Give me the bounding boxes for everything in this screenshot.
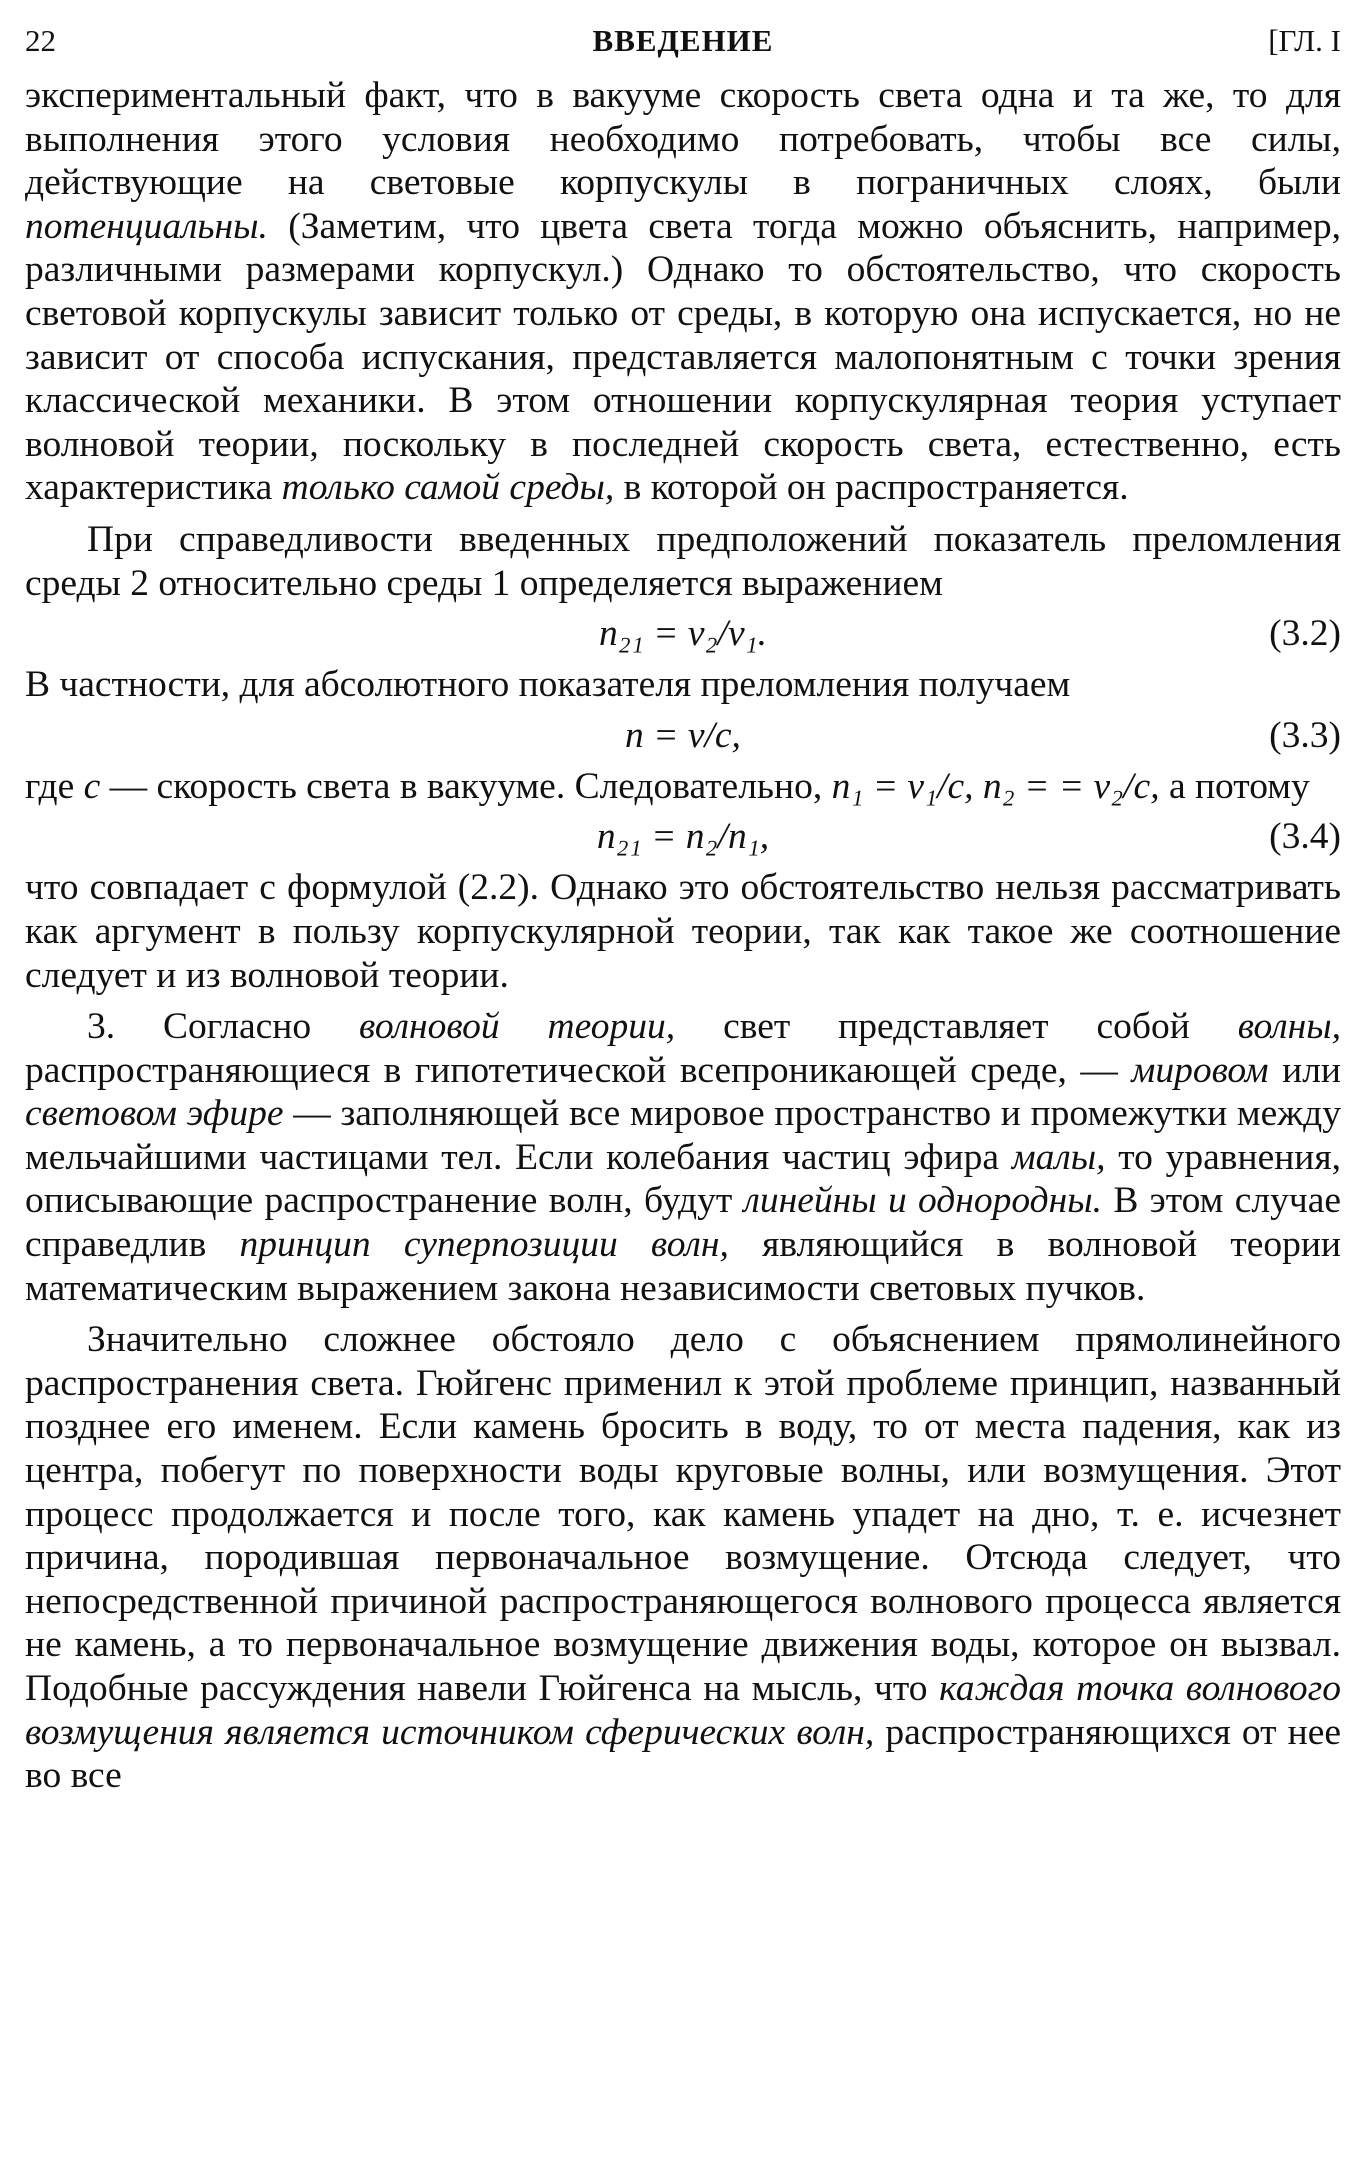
para1-text-1: экспериментальный факт, что в вакууме скорость света одна и та же, то для выполнения этого условия необходимо потребовать, чтобы все силы, действующие на световые корпускулы в пограничных слоях, были xyxy=(25,75,1341,204)
formula-3-4-number: (3.4) xyxy=(1269,816,1341,858)
section-title: ВВЕДЕНИЕ xyxy=(592,23,774,58)
formula-3-2-number: (3.2) xyxy=(1269,613,1341,655)
para6-italic-2: волны, xyxy=(1237,1006,1342,1048)
para6-text-1: 3. Согласно xyxy=(87,1006,360,1048)
para1-text-3: в которой он распространяется. xyxy=(614,467,1129,509)
paragraph-5: что совпадает с формулой (2.2). Однако это обстоятельство нельзя рассматривать как аргумент в пользу корпускулярной теории, так как такое же соотношение следует и из волновой теории. xyxy=(25,867,1341,996)
body-text xyxy=(25,74,1341,1798)
para4-text-1: где xyxy=(25,765,84,807)
para1-italic-1: потенциальны. xyxy=(25,205,268,247)
para7-text-1: Значительно сложнее обстояло дело с объяснением прямолинейного распространения света. Гюйгенс применил к этой проблеме принцип, названный позднее его именем. Если камень бросить в воду, то от места падения, как из центра, побегут по поверхности воды круговые волны, или возмущения. Этот процесс продолжается и после того, как камень упадет на дно, т. е. исчезнет причина, породившая первоначальное возмущение. Отсюда следует, что непосредственной причиной распространяющегося волнового процесса является не камень, а то первоначальное возмущение движения воды, которое он вызвал. Подобные рассуждения навели Гюйгенса на мысль, что xyxy=(25,1319,1341,1709)
para1-text-2: (Заметим, что цвета света тогда можно объяснить, например, различными размерами корпускул.) Однако то обстоятельство, что скорость световой корпускулы зависит только от среды, в которую она испускается, но не зависит от способа испускания, представляется малопонятным с точки зрения классической механики. В этом отношении корпускулярная теория уступает волновой теории, поскольку в последней скорость света, естественно, есть характеристика xyxy=(25,205,1341,509)
para6-italic-5: малы, xyxy=(1011,1136,1106,1178)
para6-text-2: свет представляет собой xyxy=(675,1006,1238,1048)
formula-3-4 xyxy=(25,814,1341,860)
para6-italic-7: принцип суперпозиции волн, xyxy=(239,1224,729,1266)
para6-italic-6: линейны и однородны. xyxy=(743,1180,1102,1222)
paragraph-6 xyxy=(25,1005,1341,1310)
para6-italic-4: световом эфире xyxy=(25,1093,284,1135)
paragraph-4 xyxy=(25,765,1341,809)
para4-text-2: — скорость света в вакууме. Следовательно, xyxy=(100,765,832,807)
paragraph-2: При справедливости введенных предположений показатель преломления среды 2 относительно среды 1 определяется выражением xyxy=(25,518,1341,604)
para4-italic-2: n₁ = v₁/c, n₂ = = v₂/c, xyxy=(831,765,1160,807)
para7-text-2: распространяющихся от нее во все xyxy=(25,1711,1341,1797)
page-number: 22 xyxy=(25,23,56,58)
formula-3-2-expression: n₂₁ = v₂/v₁. xyxy=(598,613,768,655)
formula-3-3 xyxy=(25,713,1341,759)
para4-text-3: а потому xyxy=(1159,765,1310,807)
para6-text-4: или xyxy=(1268,1049,1341,1091)
para6-italic-1: волновой теории, xyxy=(359,1006,676,1048)
para6-italic-3: мировом xyxy=(1131,1049,1269,1091)
running-head xyxy=(25,18,1341,64)
para6-text-6: то уравнения, описывающие распространение волн, будут xyxy=(25,1136,1341,1222)
book-page xyxy=(25,18,1341,1798)
paragraph-7 xyxy=(25,1318,1341,1798)
formula-3-3-number: (3.3) xyxy=(1269,714,1341,756)
formula-3-3-expression: n = v/c, xyxy=(625,714,741,756)
para1-italic-2: только самой среды, xyxy=(281,467,615,509)
para6-text-3: распространяющиеся в гипотетической всепроникающей среде, — xyxy=(25,1049,1132,1091)
para6-text-8: являющийся в волновой теории математическим выражением закона независимости световых пучков. xyxy=(25,1224,1341,1309)
paragraph-1 xyxy=(25,74,1341,510)
chapter-label: [ГЛ. I xyxy=(1268,23,1341,58)
para6-text-7: В этом случае справедлив xyxy=(25,1180,1341,1266)
formula-3-4-expression: n₂₁ = n₂/n₁, xyxy=(596,816,770,858)
formula-3-2 xyxy=(25,611,1341,657)
paragraph-3: В частности, для абсолютного показателя преломления получаем xyxy=(25,664,1071,706)
para4-italic-1: c xyxy=(83,765,101,807)
para7-italic-1: каждая точка волнового возмущения является источником сферических волн, xyxy=(25,1668,1342,1753)
para6-text-5: — заполняющей все мировое пространство и промежутки между мельчайшими частицами тел. Если колебания частиц эфира xyxy=(25,1093,1342,1178)
